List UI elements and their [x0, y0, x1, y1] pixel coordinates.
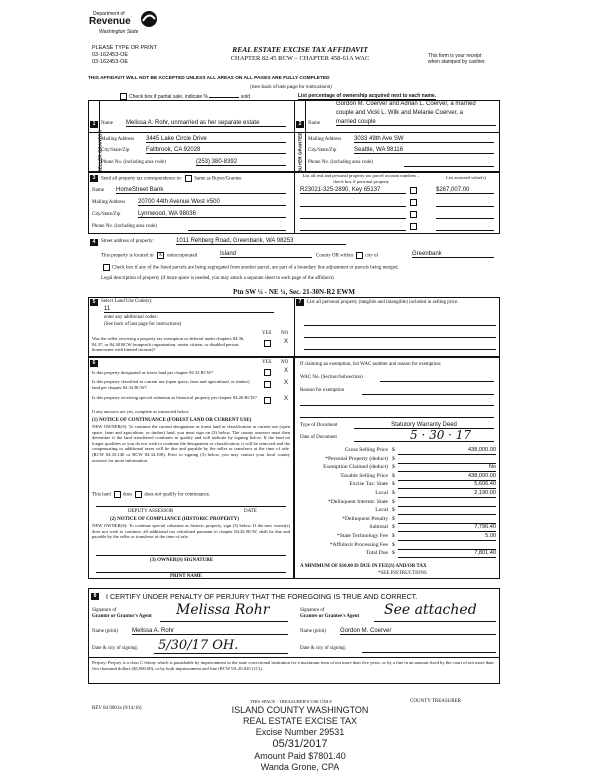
q1-yes-checkbox[interactable] [264, 369, 271, 376]
receipt-note-1: This form is your receipt [428, 53, 482, 59]
financial-row [300, 447, 496, 455]
unincorporated-checkbox[interactable]: X [158, 253, 163, 258]
wac-field[interactable] [380, 375, 494, 382]
dollar-sign: $ [392, 472, 395, 479]
section-4-number: 4 [90, 239, 98, 246]
financial-row [300, 533, 496, 541]
financial-row [300, 499, 496, 507]
financial-row [300, 542, 496, 550]
notice1-body: NEW OWNER(S): To continue the current designation as forest land or classification as current use (open space, farm and agriculture, or timber) land, you must sign on (3) below. The county assessor must then determine if the land transferred continues to qualify and will indicate by signing below. If the land no longer qualifies or you do not wish to continue the designation or classification, it will be removed and the compensating or additional taxes will be due and payable by the seller or transferor at the time of sale. (RCW 84.33.140 or RCW 84.34.108). Prior to signing (3) below, you may contact your local county assessor for more information. [92, 424, 290, 463]
dollar-sign: $ [392, 464, 395, 471]
perjury-note: Perjury: Perjury is a class C felony which is punishable by imprisonment in the state correctional institution for a maximum term of not more than five years, or by a fine in an amount fixed by the court of not more than five thousand dollars ($5,000.00), or by both imprisonment and fine (RCW 9A.20.020 (1C)). [92, 660, 494, 671]
buyer-address-label: Mailing Address [308, 137, 342, 142]
dollar-sign: $ [392, 507, 395, 514]
corr-name-field[interactable]: HomeStreet Bank [116, 187, 286, 194]
dollar-sign: $ [392, 498, 395, 505]
buyer-name-line2: couple and Vicki L. Wilk and Melanie Coerver, a [336, 110, 463, 116]
dor-swirl-icon [139, 9, 159, 29]
financial-row-amount[interactable]: 5.00 [398, 533, 496, 541]
form-subtitle: CHAPTER 82.45 RCW – CHAPTER 458-61A WAC [230, 55, 370, 62]
financial-row-amount[interactable]: 438,000.00 [398, 447, 496, 455]
this-land-label: This land [92, 492, 111, 498]
doc-type-label: Type of Document [300, 423, 338, 428]
county-treasurer: COUNTY TREASURER [410, 699, 461, 704]
does-not-checkbox[interactable] [135, 491, 142, 498]
seller-city-label: City/State/Zip [101, 148, 130, 153]
financial-row-amount[interactable]: 2,190.00 [398, 490, 496, 498]
financial-row-label: *State Technology Fee [336, 533, 388, 539]
dollar-sign: $ [392, 515, 395, 522]
corr-city-field[interactable]: Lynnwood, WA 98036 [138, 211, 286, 218]
grantor-name-field[interactable]: Melissa A. Rohr [132, 628, 288, 635]
notice2-title: (2) NOTICE OF COMPLIANCE (HISTORIC PROPERTY) [110, 517, 239, 522]
parcel-personal-checkbox[interactable] [410, 187, 417, 194]
exempt-question: Was the seller receiving a property tax exemption or deferral under chapters 84.36, 84.37, or 84.38 RCW (nonprofit organization, senior citizen, or disabled person, homeowner with limited income)? [92, 336, 245, 353]
dor-logo [83, 9, 161, 37]
stamp-line3: Excise Number 29531 [255, 727, 345, 737]
seller-address-field[interactable]: 3445 Lake Circle Drive [146, 136, 286, 143]
notice1-title: (1) NOTICE OF CONTINUANCE (FOREST LAND OR CURRENT USE) [92, 418, 252, 423]
financial-row-amount[interactable] [398, 456, 496, 464]
form-code-1: 03-162453-OE [92, 52, 129, 58]
q3-no-mark[interactable]: X [284, 396, 289, 402]
assessed-field[interactable]: $267,007.00 [436, 187, 494, 194]
corr-city-label: City/State/Zip [92, 212, 121, 217]
segregated-label: Check box if any of the listed parcels are being segregated from another parcel, are part of a boundary line adjustment or parcels being merged. [112, 265, 399, 271]
land-use-code-field[interactable]: 11 [104, 306, 274, 313]
grantee-sig-label2: Grantee or Grantee's Agent [300, 614, 360, 619]
financial-row [300, 550, 496, 558]
reason-label: Reason for exemption [300, 388, 345, 393]
financial-row-label: Local [375, 490, 388, 496]
deputy-date-label: DATE [244, 509, 257, 514]
receipt-note-2: when stamped by cashier. [428, 59, 486, 65]
dept-line2: Revenue [89, 16, 131, 27]
q2-yes-checkbox[interactable] [264, 381, 271, 388]
doc-type-field[interactable]: Statutory Warranty Deed [354, 422, 494, 429]
financial-row-label: *Personal Property (deduct) [325, 455, 388, 462]
financial-row-label: Gross Selling Price [344, 447, 388, 453]
financial-row-label: Subtotal [369, 524, 388, 531]
financial-row-label: *Delinquent Penalty [342, 515, 388, 522]
street-field[interactable]: 1011 Rehberg Road, Greenbank, WA 98253 [176, 238, 346, 245]
financial-row [300, 456, 496, 464]
certify-text: I CERTIFY UNDER PENALTY OF PERJURY THAT THE FOREGOING IS TRUE AND CORRECT. [106, 592, 418, 601]
financial-row [300, 464, 496, 472]
does-checkbox[interactable] [114, 491, 121, 498]
grantee-name-field[interactable]: Gordon M. Coerver [340, 628, 496, 635]
correspondence-label: Send all property tax correspondence to: [101, 176, 182, 182]
buyer-side-label: BUYER GRANTEE [297, 132, 303, 173]
print-hint: PLEASE TYPE OR PRINT [92, 45, 158, 51]
forest-q2: Is this property classified as current use (open space, farm and agricultural, or timber) land per chapter 84.34 RCW? [92, 379, 250, 390]
partial-sale-label: Check box if partial sale, indicate % [129, 93, 208, 100]
financial-row-amount[interactable] [398, 499, 496, 507]
grantor-date-label: Date & city of signing: [92, 646, 139, 651]
form-code-2: 03-162453-OE [92, 59, 129, 65]
exempt-no-mark[interactable]: X [284, 339, 289, 345]
exemption-claim: If claiming an exemption, list WAC number and reason for exemption: [300, 362, 442, 367]
grantor-date-field[interactable]: 5/30/17 OH. [158, 638, 239, 653]
seller-name-label: Name [101, 121, 113, 126]
seller-side-label: SELLER GRANTOR [97, 129, 103, 173]
buyer-name-label: Name [308, 121, 320, 126]
buyer-phone-field[interactable] [404, 159, 494, 167]
forest-q1: Is this property designated as forest land per chapter 84.33 RCW? [92, 370, 214, 375]
seller-name-field[interactable]: Melissa A. Rohr, unmarried as her separate estate [126, 120, 286, 127]
buyer-city-field[interactable]: Seattle, WA 98116 [354, 147, 494, 154]
legal-desc-label: Legal description of property (if more space is needed, you may attach a separate sheet to each page of the affidavit) [101, 276, 334, 281]
section-8-number: 8 [91, 593, 99, 600]
doc-date-label: Date of Document [300, 435, 337, 440]
financial-row-amount[interactable]: 7,796.40 [398, 524, 496, 532]
corr-address-label: Mailing Address [92, 200, 126, 205]
city-of-field[interactable]: Greenbank [412, 251, 494, 258]
same-as-buyer-label: Same as Buyer/Grantee [194, 176, 242, 182]
grantee-name-label: Name (print) [300, 629, 326, 634]
financial-row-amount[interactable]: No [398, 464, 496, 472]
financial-row [300, 473, 496, 481]
location-row [101, 252, 197, 259]
notice2-body: NEW OWNER(S): To continue special valuation as historic property, sign (3) below. If the new owner(s) does not wish to continue, all additional tax calculated pursuant to chapter 84.26 RCW, shall be due and payable by the seller or transferor at the time of sale. [92, 523, 290, 540]
land-use-label: Select Land Use Code(s): [101, 299, 153, 304]
financial-row [300, 516, 496, 524]
seller-city-field[interactable]: Fallbrook, CA 92028 [146, 147, 286, 154]
county-label: County OR within [316, 253, 353, 259]
located-text: This property is located in [101, 253, 154, 259]
q3-yes-checkbox[interactable] [264, 397, 271, 404]
section-7-number: 7 [296, 299, 304, 306]
forest-q3: Is this property receiving special valuation as historical property per chapter 84.26 RCW? [92, 395, 257, 400]
financial-row-label: *Delinquent Interest: State [328, 498, 388, 505]
financial-row-amount[interactable]: 7,801.40 [398, 550, 496, 558]
financial-row-amount[interactable]: 5,606.40 [398, 481, 496, 489]
corr-phone-field[interactable] [188, 223, 286, 231]
doc-date-handwritten[interactable]: 5 · 30 · 17 [410, 428, 472, 442]
financial-row-amount[interactable] [398, 542, 496, 550]
landuse-yes: YES [262, 331, 272, 336]
stamp-line1: ISLAND COUNTY WASHINGTON [231, 705, 369, 715]
partial-sale-checkbox[interactable] [120, 93, 127, 100]
financial-row-label: Excise Tax: State [349, 481, 388, 488]
financial-row-amount[interactable]: 438,000.00 [398, 473, 496, 481]
treasurer-only: THIS SPACE - TREASURER'S USE ONLY [250, 699, 333, 704]
forest-yes: YES [262, 360, 272, 365]
does-not-label: does not qualify for continuance. [144, 492, 211, 498]
financial-row [300, 490, 496, 498]
section-1-number: 1 [90, 121, 98, 128]
dollar-sign: $ [392, 481, 395, 488]
financial-row-amount[interactable] [398, 507, 496, 515]
dollar-sign: $ [392, 490, 395, 496]
additional-codes: enter any additional codes: [104, 315, 158, 320]
grantor-name-label: Name (print) [92, 629, 118, 634]
financial-row-label: *Affidavit Processing Fee [329, 541, 388, 548]
seller-address-label: Mailing Address [101, 137, 135, 142]
this-land-row [92, 491, 210, 498]
landuse-see-back: (See back of last page for instructions) [104, 322, 182, 327]
stamp-line6: Wanda Grone, CPA [260, 762, 340, 772]
grantor-sig-label1: Signature of [92, 608, 117, 613]
segregated-row [101, 264, 501, 271]
q2-no-mark[interactable]: X [284, 380, 289, 386]
section-3-number: 3 [90, 175, 98, 182]
seller-phone-label: Phone No. (including area code) [101, 160, 166, 165]
dept-line3: Washington State [99, 29, 139, 35]
correspondence-row [101, 175, 241, 182]
see-instructions: *SEE INSTRUCTIONS [378, 571, 427, 576]
dollar-sign: $ [392, 541, 395, 548]
financial-row-label: Taxable Selling Price [340, 472, 388, 479]
dollar-sign: $ [392, 550, 395, 557]
dollar-sign: $ [392, 455, 395, 462]
stamp-line4: 05/31/2017 [272, 738, 328, 750]
landuse-no: NO [281, 331, 289, 336]
minimum-note: A MINIMUM OF $10.00 IS DUE IN FEE(S) AND/OR TAX [300, 564, 427, 569]
street-label: Street address of property: [101, 239, 154, 244]
form-title: REAL ESTATE EXCISE TAX AFFIDAVIT [232, 45, 368, 54]
warning-line: THIS AFFIDAVIT WILL NOT BE ACCEPTED UNLESS ALL AREAS ON ALL PAGES ARE FULLY COMPLETED [88, 76, 330, 81]
buyer-address-field[interactable]: 3033 49th Ave SW [354, 136, 494, 143]
ownership-note: List percentage of ownership acquired next to each name. [298, 93, 437, 99]
forest-box [88, 357, 294, 579]
grantor-signature[interactable]: Melissa Rohr [176, 602, 270, 618]
buyer-phone-label: Phone No. (including area code) [308, 160, 373, 165]
section-5-number: 5 [90, 299, 98, 306]
exempt-yes-checkbox[interactable] [264, 340, 271, 347]
stamp-line2: REAL ESTATE EXCISE TAX [242, 716, 358, 726]
grantee-signature[interactable]: See attached [384, 602, 477, 618]
corr-phone-label: Phone No. (including area code) [92, 224, 157, 229]
buyer-name-field[interactable]: married couple [336, 119, 496, 126]
does-label: does [123, 492, 133, 498]
sold-label: sold [240, 93, 250, 100]
section-6-number: 6 [90, 360, 98, 367]
section-2-number: 2 [296, 121, 304, 128]
segregated-checkbox[interactable] [103, 264, 110, 271]
forest-no: NO [281, 360, 289, 365]
grantee-date-label: Date & city of signing: [300, 646, 347, 651]
print-name-label: PRINT NAME [170, 574, 202, 579]
city-of-checkbox[interactable] [356, 252, 363, 259]
q1-no-mark[interactable]: X [284, 368, 289, 374]
dollar-sign: $ [392, 524, 395, 531]
dept-line1: Department of [93, 11, 125, 17]
rev-code: REV 84 0001a (9/14/16) [92, 706, 142, 711]
parcels-header: List all real and personal property tax parcel account numbers – check box if personal property [302, 173, 420, 184]
parcel-field[interactable]: R23021-325-2890, Key 65137 [300, 187, 406, 194]
corr-name-label: Name [92, 188, 104, 193]
stamp-line5: Amount Paid $7801.40 [254, 751, 346, 761]
city-of-label: city of [365, 253, 379, 259]
dollar-sign: $ [392, 533, 395, 539]
grantor-sig-label2: Grantor or Grantor's Agent [92, 614, 152, 619]
county-field[interactable]: Island [220, 251, 312, 258]
financial-row [300, 481, 496, 489]
dollar-sign: $ [392, 447, 395, 453]
grantee-date-field[interactable] [362, 646, 496, 653]
financial-row [300, 524, 496, 532]
grantee-sig-label1: Signature of [300, 608, 325, 613]
deputy-assessor-label: DEPUTY ASSESSOR [128, 509, 174, 514]
same-as-buyer-checkbox[interactable] [185, 175, 192, 182]
personal-prop-label: List all personal property (tangible and intangible) included in selling price. [307, 300, 459, 305]
reason-field[interactable] [362, 388, 494, 395]
county-label-row [316, 252, 378, 259]
if-yes-note: If any answers are yes, complete as instructed below. [92, 409, 190, 414]
assessed-header: List assessed value(s) [446, 175, 486, 180]
financial-row-label: Total Due [365, 550, 388, 557]
unincorporated-label: unincorporated [167, 253, 198, 259]
legal-desc-value: Ptn SW ¼ - NE ¼, Sec. 21-30N-R2 EWM [233, 288, 355, 296]
owner-signature-label: (3) OWNER(S) SIGNATURE [150, 558, 214, 563]
corr-address-field[interactable]: 20700 44th Avenue West #500 [138, 199, 286, 206]
financial-row-label: Exemption Claimed (deduct) [323, 464, 388, 471]
buyer-city-label: City/State/Zip [308, 148, 337, 153]
see-back: (See back of last page for instructions) [250, 85, 332, 90]
seller-phone-field[interactable]: (253) 380-8392 [196, 159, 286, 166]
wac-label: WAC No. (Section/Subsection) [300, 375, 363, 380]
partial-sale-row [118, 93, 250, 100]
financial-row-amount[interactable] [398, 516, 496, 524]
financial-row-label: Local [375, 507, 388, 514]
financial-row [300, 507, 496, 515]
buyer-name-line1: Gordon M. Coerver and Adrian L. Coerver, a married [336, 101, 476, 107]
